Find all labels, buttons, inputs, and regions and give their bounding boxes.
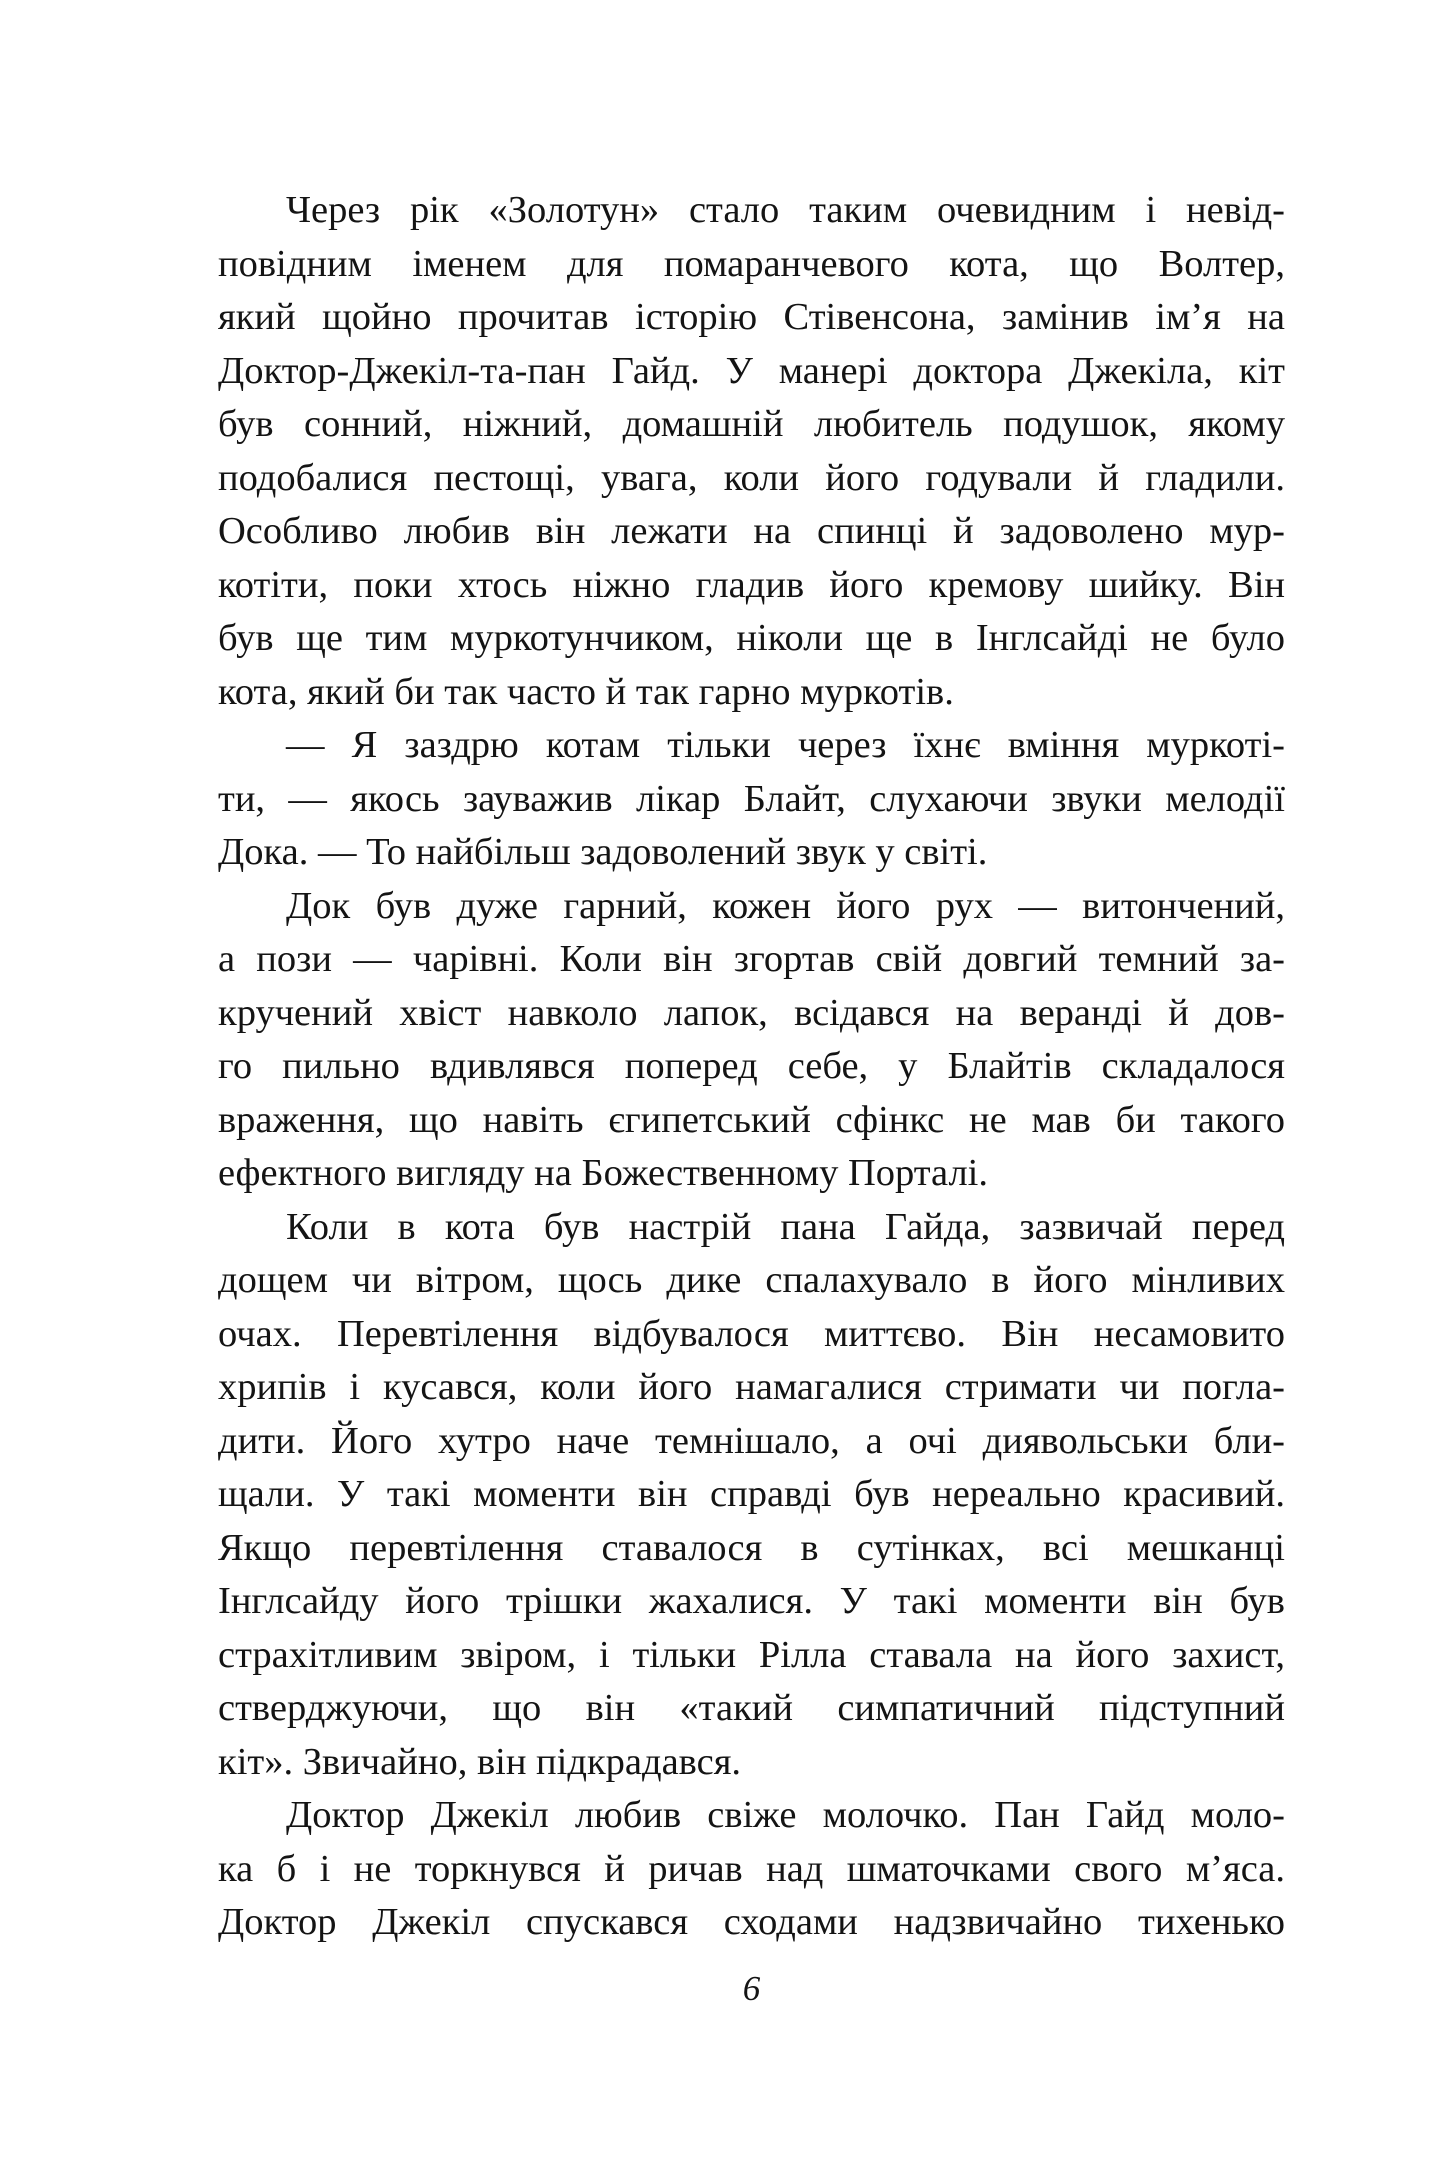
text-line: — Я заздрю котам тільки через їхнє вміння муркоті- [286,724,1285,766]
text-line: був сонний, ніжний, домашній любитель подушок, якому [218,403,1285,445]
text-line: Коли в кота був настрій пана Гайда, зазвичай перед [286,1205,1285,1248]
text-line: дити. Його хутро наче темнішало, а очі диявольськи бли- [218,1419,1285,1462]
text-line: щали. У такі моменти він справді був нереально красивий. [218,1473,1285,1515]
text-line: Доктор-Джекіл-та-пан Гайд. У манері доктора Джекіла, кіт [218,349,1285,392]
text-line: очах. Перевтілення відбувалося миттєво. Він несамовито [218,1312,1285,1355]
text-line: ка б і не торкнувся й ричав над шматочками свого м’яса. [218,1847,1285,1890]
page-number: 6 [742,1969,761,2008]
text-line: страхітливим звіром, і тільки Рілла ставала на його захист, [218,1633,1285,1676]
page-text [218,184,1285,1950]
text-line: Якщо перевтілення ставалося в сутінках, всі мешканці [218,1526,1285,1569]
text-line: був ще тим муркотунчиком, ніколи ще в Інглсайді не було [218,617,1285,659]
text-line: а пози — чарівні. Коли він згортав свій довгий темний за- [218,938,1285,980]
text-line: котіти, поки хтось ніжно гладив його кремову шийку. Він [218,563,1285,606]
text-line: кіт». Звичайно, він підкрадався. [218,1740,742,1783]
text-line: подобалися пестощі, увага, коли його годували й гладили. [218,456,1285,499]
text-line: кручений хвіст навколо лапок, всідався на веранді й дов- [218,991,1285,1034]
text-line: ти, — якось зауважив лікар Блайт, слухаючи звуки мелодії [218,777,1285,820]
text-line: ефектного вигляду на Божественному Порталі. [218,1152,988,1194]
text-line: Інглсайду його трішки жахалися. У такі моменти він був [218,1580,1285,1622]
text-line: повідним іменем для помаранчевого кота, що Волтер, [218,242,1285,285]
text-line: Доктор Джекіл любив свіже молочко. Пан Гайд моло- [286,1794,1285,1836]
text-line: кота, який би так часто й так гарно муркотів. [218,670,954,713]
text-line: Док був дуже гарний, кожен його рух — витончений, [286,884,1285,927]
text-line: хрипів і кусався, коли його намагалися стримати чи погла- [218,1366,1285,1408]
text-line: го пильно вдивлявся поперед себе, у Блайтів складалося [218,1045,1285,1087]
text-line: Особливо любив він лежати на спинці й задоволено мур- [218,510,1285,552]
text-line: дощем чи вітром, щось дике спалахувало в його мінливих [218,1259,1285,1301]
text-line: Через рік «Золотун» стало таким очевидним і невід- [286,189,1285,231]
text-line: Доктор Джекіл спускався сходами надзвичайно тихенько [218,1901,1285,1943]
text-line: Дока. — То найбільш задоволений звук у світі. [218,831,988,873]
text-line: який щойно прочитав історію Стівенсона, замінив ім’я на [218,296,1285,338]
text-line: стверджуючи, що він «такий симпатичний підступний [218,1687,1285,1729]
text-line: враження, що навіть єгипетський сфінкс не мав би такого [218,1098,1285,1141]
